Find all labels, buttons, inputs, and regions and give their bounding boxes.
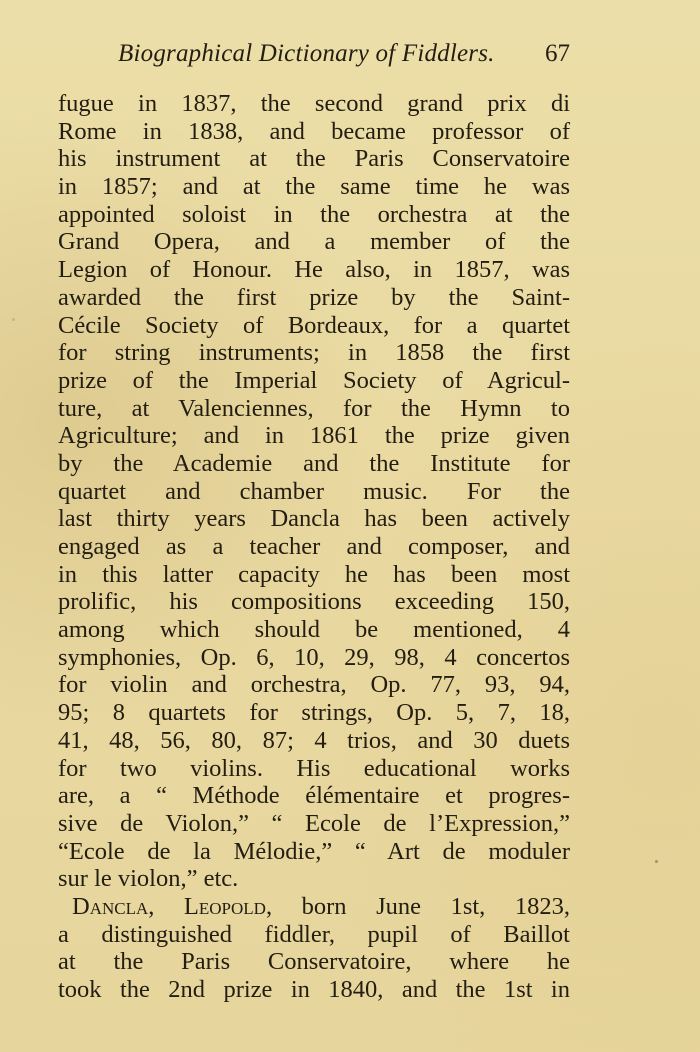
text-line: ture, at Valenciennes, for the Hymn to [58,394,570,422]
text-line: quartet and chamber music. For the [58,477,570,505]
text-line: in 1857; and at the same time he was [58,173,570,201]
text-line: engaged as a teacher and composer, and [58,533,570,560]
text-line: for two violins. His educational works [58,754,570,782]
text-line: his instrument at the Paris Conservatoire [58,145,570,173]
text-line: last thirty years Dancla has been actively [58,505,570,533]
text-line: Cécile Society of Bordeaux, for a quartet [58,311,570,339]
entry-first-line-text: born June 1st, 1823, [272,892,570,920]
text-line: are, a “ Méthode élémentaire et progres- [58,782,570,810]
text-line: 95; 8 quartets for strings, Op. 5, 7, 18, [58,699,570,727]
text-line: Agriculture; and in 1861 the prize given [58,422,570,450]
page-header [60,38,572,78]
text-line: appointed soloist in the orchestra at the [58,200,570,228]
text-line: prolific, his compositions exceeding 150, [58,588,570,616]
page-number: 67 [545,40,570,67]
text-line: among which should be mentioned, 4 [58,616,570,644]
text-line: fugue in 1837, the second grand prix di [58,90,570,117]
text-line: for violin and orchestra, Op. 77, 93, 94, [58,671,570,699]
text-line: awarded the first prize by the Saint- [58,283,570,311]
text-line: by the Academie and the Institute for [58,449,570,477]
text-line: symphonies, Op. 6, 10, 29, 98, 4 concertos [58,643,570,671]
text-line: in this latter capacity he has been most [58,560,570,588]
paper-speck [12,318,15,321]
text-line: Grand Opera, and a member of the [58,228,570,256]
paper-speck [655,860,658,863]
text-line: sive de Violon,” “ Ecole de l’Expression,” [58,809,570,837]
body-text [58,90,570,1004]
text-line: “Ecole de la Mélodie,” “ Art de moduler [58,837,570,865]
entry-headword: Dancla, Leopold, [72,892,273,920]
text-line: Legion of Honour. He also, in 1857, was [58,256,570,284]
text-line: 41, 48, 56, 80, 87; 4 trios, and 30 duets [58,726,570,754]
text-line: Rome in 1838, and became professor of [58,117,570,145]
running-title: Biographical Dictionary of Fiddlers. [118,40,495,67]
text-line: at the Paris Conservatoire, where he [58,948,570,976]
text-line: for string instruments; in 1858 the first [58,339,570,367]
text-line: a distinguished fiddler, pupil of Baillot [58,920,570,948]
text-line: took the 2nd prize in 1840, and the 1st in [58,976,570,1003]
text-line: sur le violon,” etc. [58,865,239,893]
text-line: prize of the Imperial Society of Agricul- [58,366,570,394]
entry-first-line [58,893,570,921]
